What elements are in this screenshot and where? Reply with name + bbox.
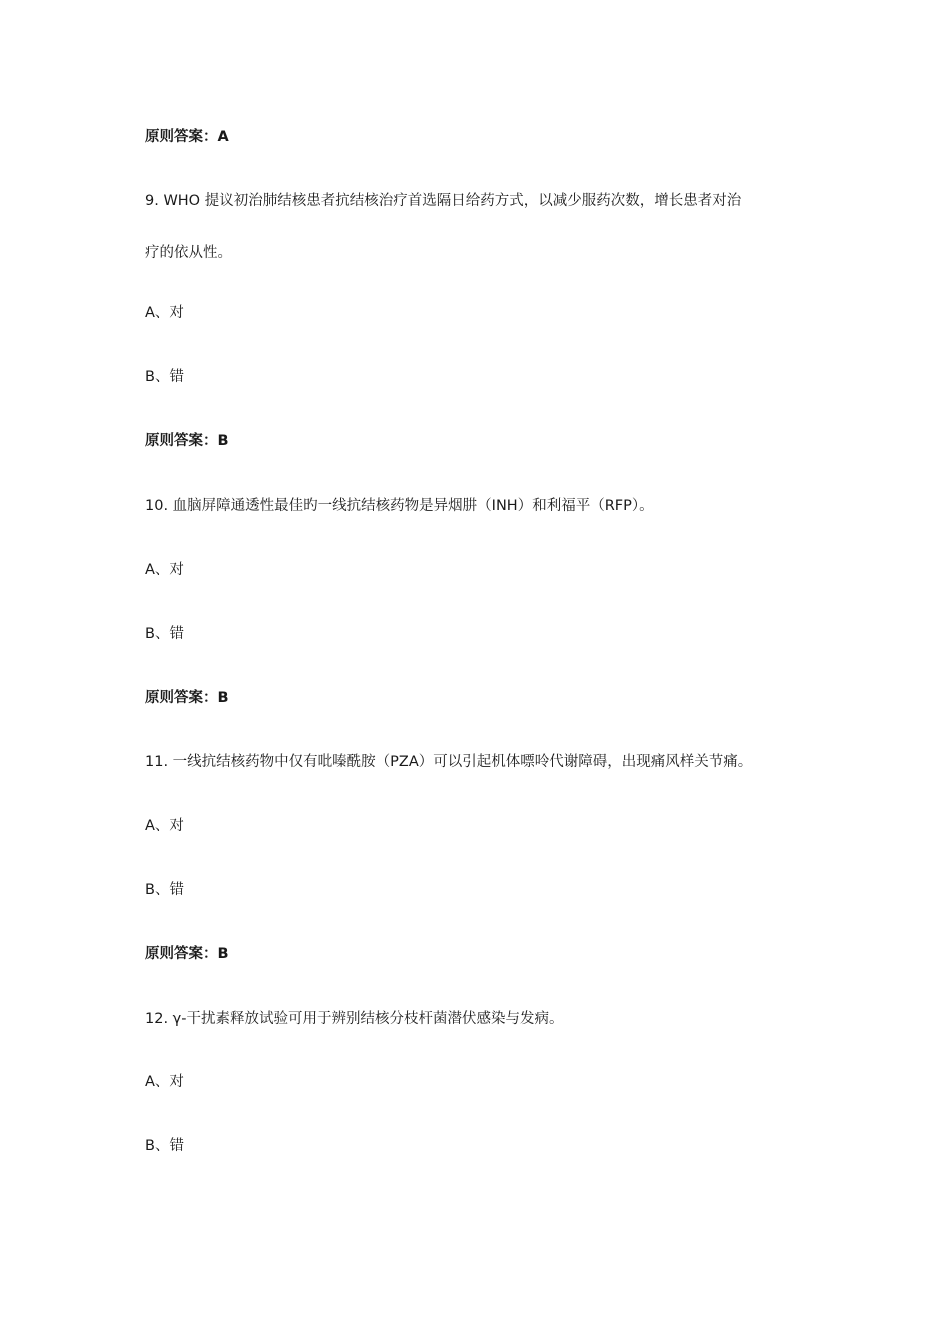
question-9-text: 9. WHO 提议初治肺结核患者抗结核治疗首选隔日给药方式，以减少服药次数，增长患者对治	[145, 193, 742, 209]
answer-q8: 原则答案：A	[145, 129, 229, 145]
question-11-option-b: B、错	[145, 882, 184, 898]
question-9-text-continued: 疗的依从性。	[145, 245, 232, 261]
question-10-text: 10. 血脑屏障通透性最佳旳一线抗结核药物是异烟肼（INH）和利福平（RFP）。	[145, 498, 654, 514]
answer-q10: 原则答案：B	[145, 690, 229, 706]
question-10-option-a: A、对	[145, 562, 184, 578]
question-9-option-a: A、对	[145, 305, 184, 321]
answer-q11: 原则答案：B	[145, 946, 229, 962]
question-11-text: 11. 一线抗结核药物中仅有吡嗪酰胺（PZA）可以引起机体嘌呤代谢障碍，出现痛风样关节痛。	[145, 754, 753, 770]
question-12-text: 12. γ-干扰素释放试验可用于辨别结核分枝杆菌潜伏感染与发病。	[145, 1011, 564, 1027]
question-9-option-b: B、错	[145, 369, 184, 385]
question-11-option-a: A、对	[145, 818, 184, 834]
answer-q9: 原则答案：B	[145, 433, 229, 449]
question-12-option-a: A、对	[145, 1074, 184, 1090]
question-12-option-b: B、错	[145, 1138, 184, 1154]
question-10-option-b: B、错	[145, 626, 184, 642]
